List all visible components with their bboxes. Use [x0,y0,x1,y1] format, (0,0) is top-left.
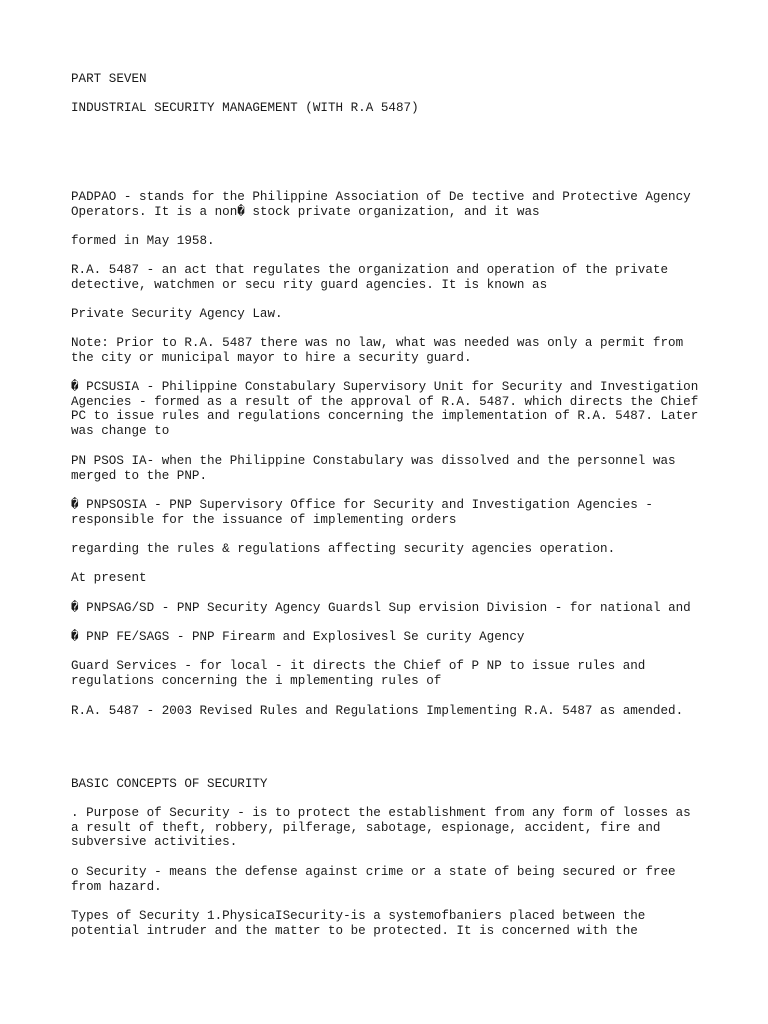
section-heading: BASIC CONCEPTS OF SECURITY [71,777,268,791]
paragraph-guard-services: Guard Services - for local - it directs the Chief of P NP to issue rules and regulations concerning the i mplementing rules of [71,659,646,688]
paragraph-pnpsosia: � PNPSOSIA - PNP Supervisory Office for Security and Investigation Agencies - responsible for the issuance of implementing orders [71,498,653,527]
paragraph-pnpsosia-dissolved: PN PSOS IA- when the Philippine Constabulary was dissolved and the personnel was merged to the PNP. [71,454,676,483]
paragraph-pnpsag-sd: � PNPSAG/SD - PNP Security Agency Guardsl Sup ervision Division - for national and [71,601,691,615]
paragraph-rules-regulations: regarding the rules & regulations affecting security agencies operation. [71,542,616,556]
paragraph-purpose-of-security: . Purpose of Security - is to protect the establishment from any form of losses as a result of theft, robbery, pilferage, sabotage, espionage, accident, fire and subversive activities. [71,806,691,850]
paragraph-ra5487: R.A. 5487 - an act that regulates the organization and operation of the private detective, watchmen or secu rity guard agencies. It is known as [71,263,669,292]
paragraph-ra5487-2003: R.A. 5487 - 2003 Revised Rules and Regulations Implementing R.A. 5487 as amended. [71,704,684,718]
part-label: PART SEVEN [71,72,147,86]
paragraph-padpao: PADPAO - stands for the Philippine Association of De tective and Protective Agency Operators. It is a non� stock private organization, and it was [71,190,691,219]
document-title: INDUSTRIAL SECURITY MANAGEMENT (WITH R.A 5487) [71,101,419,115]
paragraph-note: Note: Prior to R.A. 5487 there was no law, what was needed was only a permit from the city or municipal mayor to hire a security guard. [71,336,684,365]
paragraph-pcsusia: � PCSUSIA - Philippine Constabulary Supervisory Unit for Security and Investigation Agencies - formed as a result of the approval of R.A. 5487. which directs the Chief PC to issue rules and regulations concerning the implementation of R.A. 5487. Later was change to [71,380,699,438]
paragraph-at-present: At present [71,571,147,585]
paragraph-security-definition: o Security - means the defense against crime or a state of being secured or free from hazard. [71,865,676,894]
paragraph-private-security-law: Private Security Agency Law. [71,307,283,321]
paragraph-types-of-security: Types of Security 1.PhysicaISecurity-is a systemofbaniers placed between the potential intruder and the matter to be protected. It is concerned with the [71,909,646,938]
paragraph-padpao-founded: formed in May 1958. [71,234,215,248]
paragraph-pnp-fe-sags: � PNP FE/SAGS - PNP Firearm and Explosivesl Se curity Agency [71,630,525,644]
